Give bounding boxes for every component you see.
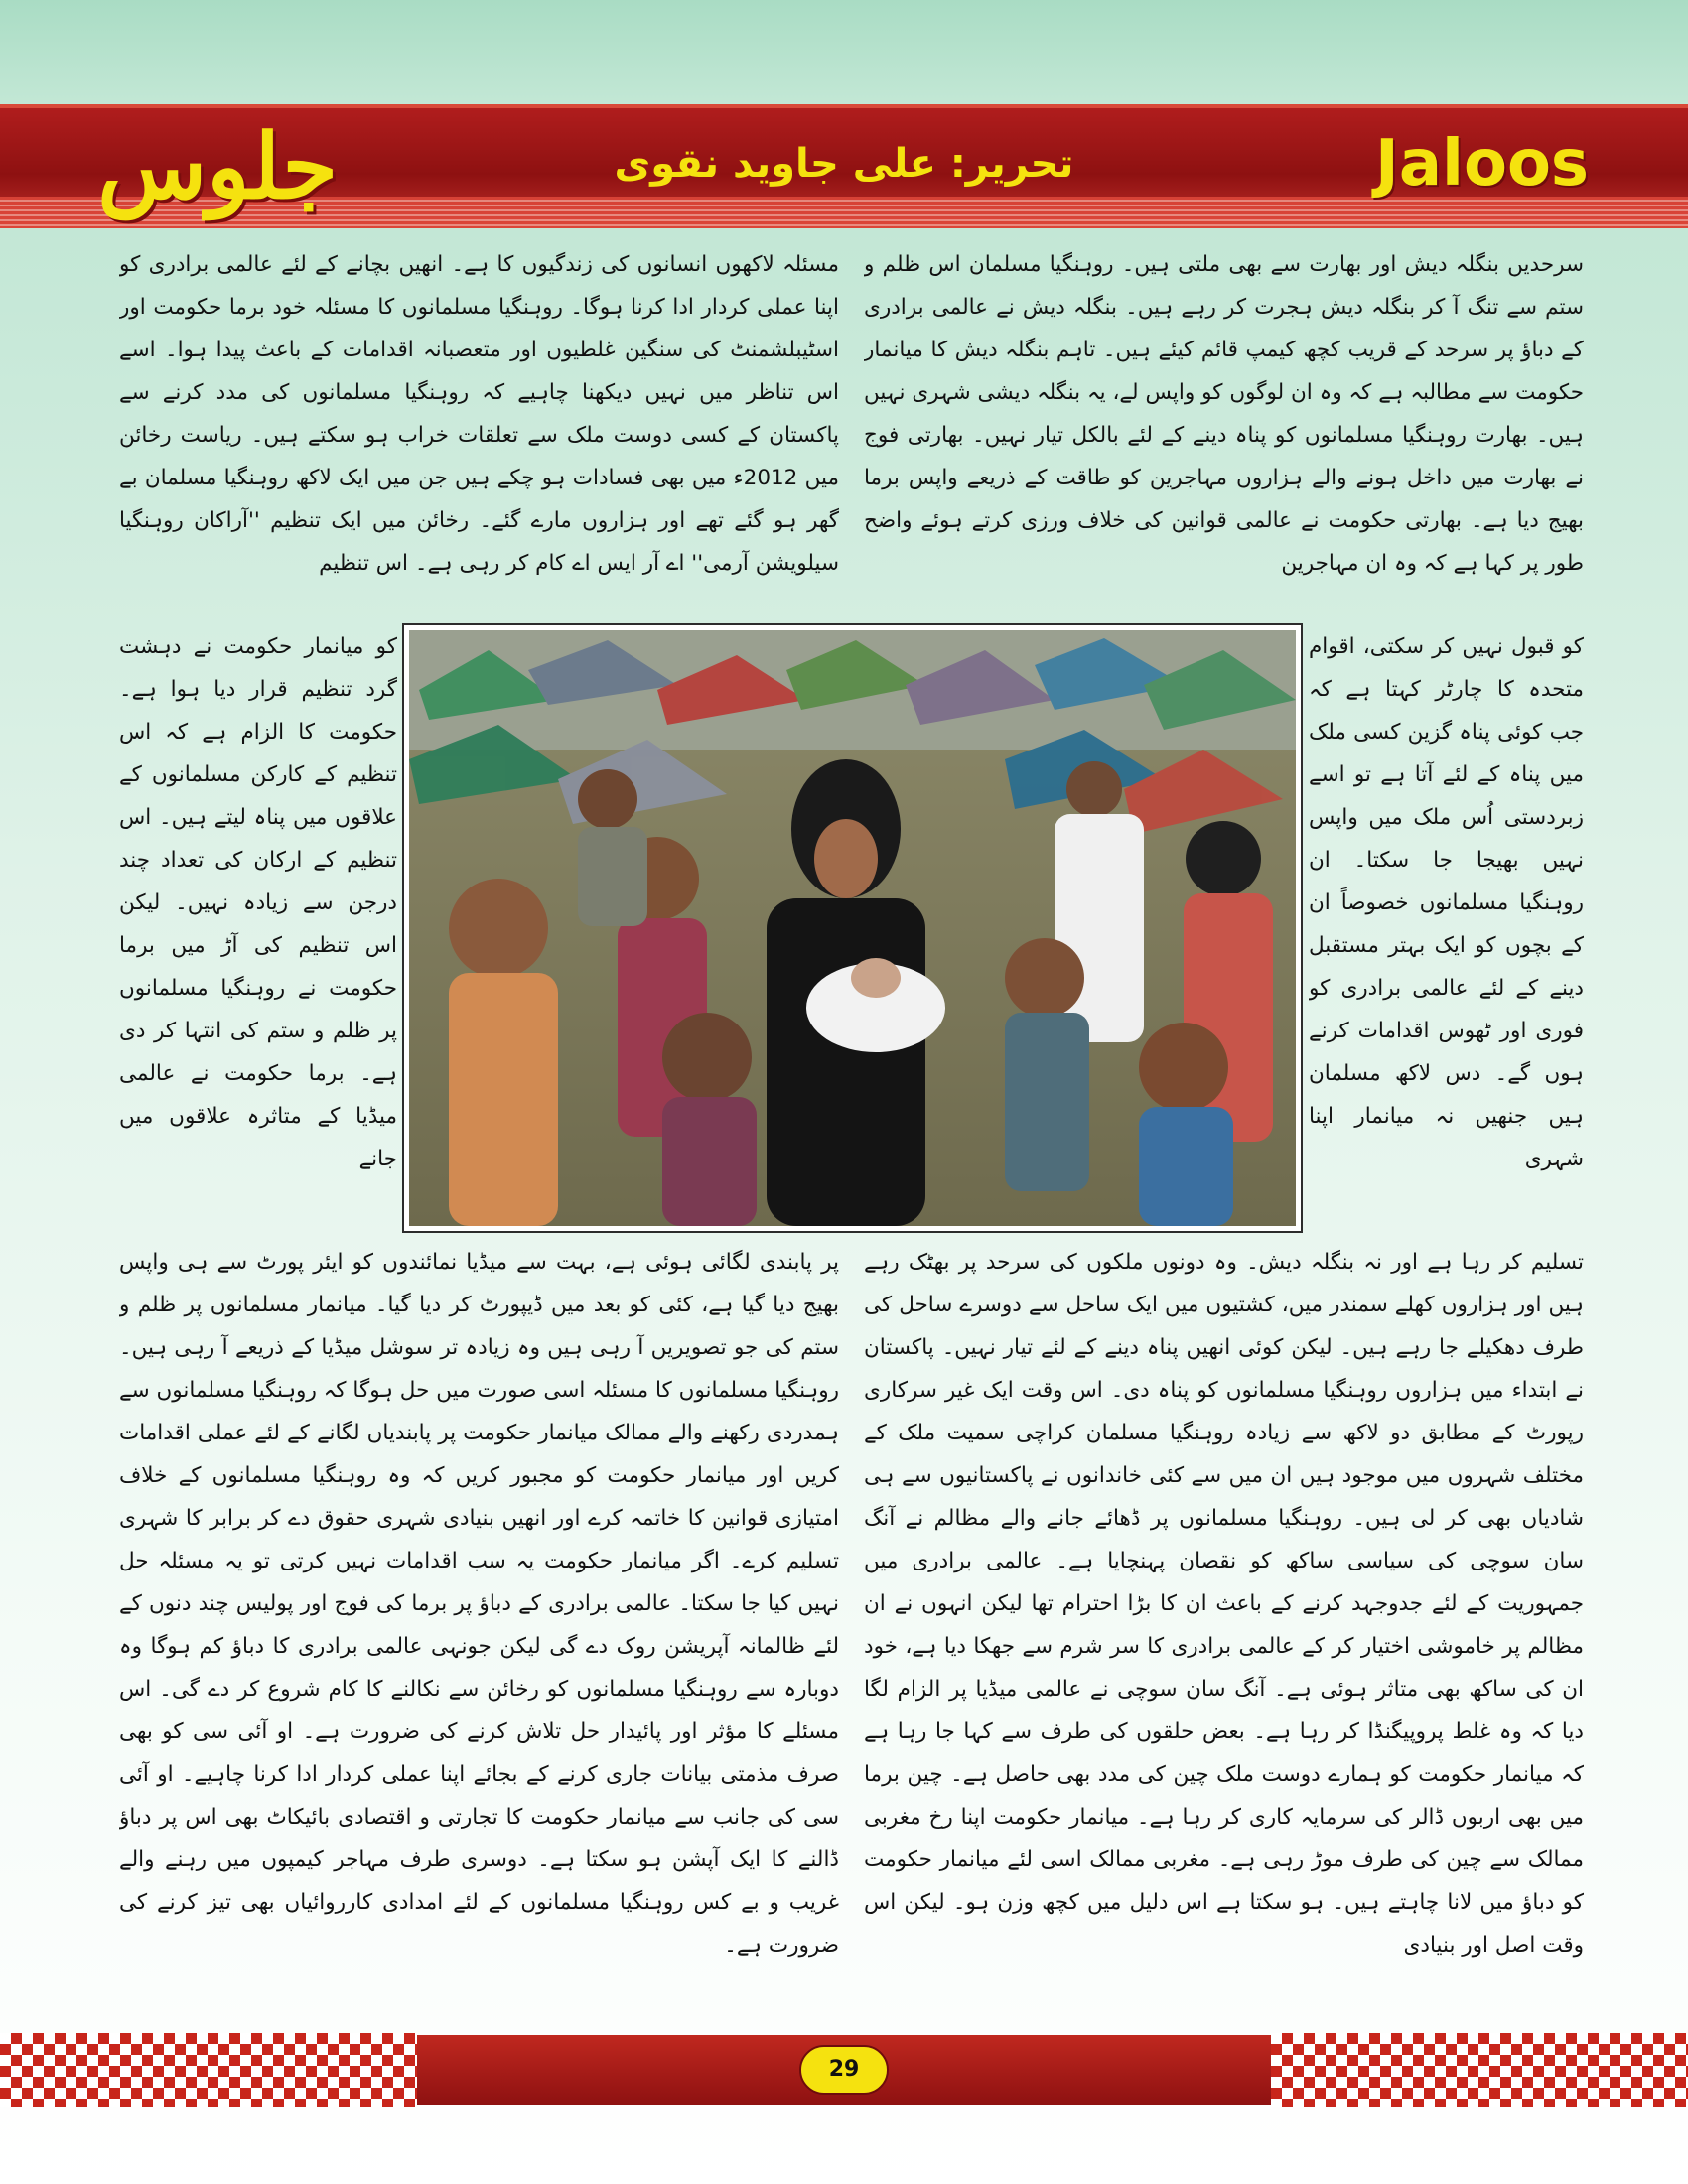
article-paragraph: کو قبول نہیں کر سکتی، اقوام متحدہ کا چارٹر کہتا ہے کہ جب کوئی پناہ گزین کسی ملک میں پناہ کے لئے آتا ہے تو اسے زبردستی اُس ملک میں واپس نہیں بھیجا جا سکتا۔ ان روہنگیا مسلمانوں خصوصاً ان کے بچوں کو ایک بہتر مستقبل دینے کے لئے عالمی برادری کو فوری اور ٹھوس اقدامات کرنے ہوں گے۔ دس لاکھ مسلمان ہیں جنھیں نہ میانمار اپنا شہری: [1309, 634, 1584, 1171]
article-column-left-bottom: [119, 1241, 839, 2025]
article-paragraph: مسئلہ لاکھوں انسانوں کی زندگیوں کا ہے۔ انھیں بچانے کے لئے عالمی برادری کو اپنا عملی کردار ادا کرنا ہوگا۔ روہنگیا مسلمانوں کا مسئلہ خود برما حکومت اور اسٹیبلشمنٹ کی سنگین غلطیوں اور متعصبانہ اقدامات کے باعث پیدا ہوا۔ اسے اس تناظر میں نہیں دیکھنا چاہیے کہ روہنگیا مسلمانوں کی مدد کرنے سے پاکستان کے کسی دوست ملک سے تعلقات خراب ہو سکتے ہیں۔ ریاست رخائن میں 2012ء میں بھی فسادات ہو چکے ہیں جن میں ایک لاکھ روہنگیا مسلمان بے گھر ہو گئے تھے اور ہزاروں مارے گئے۔ رخائن میں ایک تنظیم ''آراکان روہنگیا سیلویشن آرمی'' اے آر ایس اے کام کر رہی ہے۔ اس تنظیم: [119, 252, 839, 576]
refugee-camp-illustration: [409, 630, 1296, 1226]
article-column-right-narrow: [1309, 625, 1584, 1241]
article-column-right-top: [864, 243, 1584, 625]
refugee-camp-photo: [404, 625, 1301, 1231]
article-column-right-bottom: [864, 1241, 1584, 2025]
top-background: [0, 0, 1688, 109]
article-column-left-top: [119, 243, 839, 625]
article-column-left-narrow: [119, 625, 397, 1241]
article-paragraph: تسلیم کر رہا ہے اور نہ بنگلہ دیش۔ وہ دونوں ملکوں کی سرحد پر بھٹک رہے ہیں اور ہزاروں کھلے سمندر میں، کشتیوں میں ایک ساحل سے دوسرے ساحل کی طرف دھکیلے جا رہے ہیں۔ لیکن کوئی انھیں پناہ دینے کے لئے تیار نہیں۔ پاکستان نے ابتداء میں ہزاروں روہنگیا مسلمانوں کو پناہ دی۔ اس وقت ایک غیر سرکاری رپورٹ کے مطابق دو لاکھ سے زیادہ روہنگیا مسلمان کراچی سمیت ملک کے مختلف شہروں میں موجود ہیں ان میں سے کئی خاندانوں نے پاکستانیوں سے ہی شادیاں بھی کر لی ہیں۔ روہنگیا مسلمانوں پر ڈھائے جانے والے مظالم نے آنگ سان سوچی کی سیاسی ساکھ کو نقصان پہنچایا ہے۔ عالمی برادری میں جمہوریت کے لئے جدوجہد کرنے کے باعث ان کا بڑا احترام تھا لیکن انہوں نے ان مظالم پر خاموشی اختیار کر کے عالمی برادری کا سر شرم سے جھکا دیا ہے، خود ان کی ساکھ بھی متاثر ہوئی ہے۔ آنگ سان سوچی نے عالمی میڈیا پر الزام لگا دیا کہ وہ غلط پروپیگنڈا کر رہا ہے۔ بعض حلقوں کی طرف سے کہا جا رہا ہے کہ میانمار حکومت کو ہمارے دوست ملک چین کی مدد بھی حاصل ہے۔ چین برما میں بھی اربوں ڈالر کی سرمایہ کاری کر رہا ہے۔ میانمار حکومت اپنا رخ مغربی ممالک سے چین کی طرف موڑ رہی ہے۔ مغربی ممالک اسی لئے میانمار حکومت کو دباؤ میں لانا چاہتے ہیں۔ ہو سکتا ہے اس دلیل میں کچھ وزن ہو۔ لیکن اس وقت اصل اور بنیادی: [864, 1250, 1584, 1958]
article-byline: تحریر: علی جاوید نقوی: [614, 141, 1074, 187]
article-paragraph: کو میانمار حکومت نے دہشت گرد تنظیم قرار دیا ہوا ہے۔ حکومت کا الزام ہے کہ اس تنظیم کے کارکن مسلمانوں کے علاقوں میں پناہ لیتے ہیں۔ اس تنظیم کے ارکان کی تعداد چند درجن سے زیادہ نہیں۔ لیکن اس تنظیم کی آڑ میں برما حکومت نے روہنگیا مسلمانوں پر ظلم و ستم کی انتہا کر دی ہے۔ برما حکومت نے عالمی میڈیا کے متاثرہ علاقوں میں جانے: [119, 634, 397, 1171]
page-number: 29: [799, 2045, 889, 2095]
footer-checker-right: [1271, 2033, 1688, 2107]
article-paragraph: سرحدیں بنگلہ دیش اور بھارت سے بھی ملتی ہیں۔ روہنگیا مسلمان اس ظلم و ستم سے تنگ آ کر بنگلہ دیش ہجرت کر رہے ہیں۔ بنگلہ دیش نے عالمی برادری کے دباؤ پر سرحد کے قریب کچھ کیمپ قائم کیئے ہیں۔ تاہم بنگلہ دیش کا میانمار حکومت سے مطالبہ ہے کہ وہ ان لوگوں کو واپس لے، یہ بنگلہ دیشی شہری نہیں ہیں۔ بھارت روہنگیا مسلمانوں کو پناہ دینے کے لئے بالکل تیار نہیں۔ بھارتی فوج نے بھارت میں داخل ہونے والے ہزاروں مہاجرین کو طاقت کے ذریعے واپس برما بھیج دیا ہے۔ بھارتی حکومت نے عالمی قوانین کی خلاف ورزی کرتے ہوئے واضح طور پر کہا ہے کہ وہ ان مہاجرین: [864, 252, 1584, 576]
magazine-logo-english: Jaloos: [1375, 127, 1589, 201]
article-paragraph: پر پابندی لگائی ہوئی ہے، بہت سے میڈیا نمائندوں کو ایئر پورٹ سے ہی واپس بھیج دیا گیا ہے، کئی کو بعد میں ڈیپورٹ کر دیا گیا۔ میانمار مسلمانوں پر ظلم و ستم کی جو تصویریں آ رہی ہیں وہ زیادہ تر سوشل میڈیا کے ذریعے آ رہی ہیں۔ روہنگیا مسلمانوں کا مسئلہ اسی صورت میں حل ہوگا کہ روہنگیا مسلمانوں سے ہمدردی رکھنے والے ممالک میانمار حکومت پر پابندیاں لگانے کے لئے عملی اقدامات کریں اور میانمار حکومت کو مجبور کریں کہ وہ روہنگیا مسلمانوں کے خلاف امتیازی قوانین کا خاتمہ کرے اور انھیں بنیادی شہری حقوق دے کر برابر کا شہری تسلیم کرے۔ اگر میانمار حکومت یہ سب اقدامات نہیں کرتی تو یہ مسئلہ حل نہیں کیا جا سکتا۔ عالمی برادری کے دباؤ پر برما کی فوج اور پولیس چند دنوں کے لئے ظالمانہ آپریشن روک دے گی لیکن جونہی عالمی برادری کا دباؤ کم ہوگا وہ دوبارہ سے روہنگیا مسلمانوں کو رخائن سے نکالنے کا کام شروع کر دے گی۔ اس مسئلے کا مؤثر اور پائیدار حل تلاش کرنے کی ضرورت ہے۔ او آئی سی کو بھی صرف مذمتی بیانات جاری کرنے کے بجائے اپنا عملی کردار ادا کرنا چاہیے۔ او آئی سی کی جانب سے میانمار حکومت کا تجارتی و اقتصادی بائیکاٹ بھی اس پر دباؤ ڈالنے کا ایک آپشن ہو سکتا ہے۔ دوسری طرف مہاجر کیمپوں میں رہنے والے غریب و بے کس روہنگیا مسلمانوں کے لئے امدادی کارروائیاں بھی تیز کرنے کی ضرورت ہے۔: [119, 1250, 839, 1958]
footer-checker-left: [0, 2033, 417, 2107]
magazine-logo-urdu: جلوس: [97, 114, 338, 219]
